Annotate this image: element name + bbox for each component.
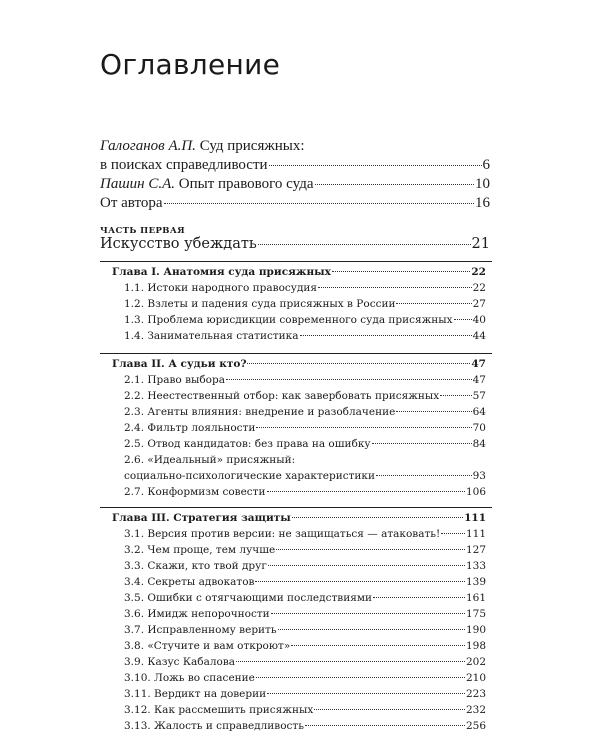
toc-section: 2.7. Конформизм совести 106: [124, 486, 486, 498]
toc-section: 3.7. Исправленному верить 190: [124, 624, 486, 636]
toc-section: 3.11. Вердикт на доверии 223: [124, 688, 486, 700]
toc-section: 3.3. Скажи, кто твой друг 133: [124, 560, 486, 572]
part-label: ЧАСТЬ ПЕРВАЯ: [100, 226, 186, 236]
toc-entry-preface-1-cont: [100, 157, 490, 174]
page-number: 84: [472, 438, 486, 450]
toc-section: 2.4. Фильтр лояльности 70: [124, 422, 486, 434]
page-number: 139: [465, 576, 486, 588]
dot-leader: [315, 183, 475, 185]
page-number: 10: [475, 176, 490, 192]
toc-section: 3.13. Жалость и справедливость 256: [124, 720, 486, 732]
dot-leader: [278, 628, 465, 630]
toc-section: 3.9. Казус Кабалова 202: [124, 656, 486, 668]
entry-title: в поисках справедливости: [100, 157, 268, 173]
page-number: 232: [465, 704, 486, 716]
page-number: 47: [471, 358, 486, 370]
toc-section: 3.12. Как рассмешить присяжных 232: [124, 704, 486, 716]
page-number: 133: [465, 560, 486, 572]
page-number: 22: [471, 266, 486, 278]
chapter-divider: [100, 507, 492, 508]
dot-leader: [267, 692, 465, 694]
page-number: 202: [465, 656, 486, 668]
author-name: Галоганов А.П.: [100, 138, 196, 154]
entry-title: От автора: [100, 195, 163, 211]
page-title: Оглавление: [100, 48, 281, 81]
dot-leader: [305, 724, 465, 726]
page-number: 198: [465, 640, 486, 652]
toc-section: 3.6. Имидж непорочности 175: [124, 608, 486, 620]
dot-leader: [271, 612, 465, 614]
dot-leader: [258, 243, 471, 245]
dot-leader: [276, 548, 465, 550]
dot-leader: [256, 676, 465, 678]
toc-chapter-1: [112, 266, 486, 278]
toc-entry-preface-3: [100, 195, 490, 212]
dot-leader: [332, 270, 470, 272]
dot-leader: [318, 286, 472, 288]
dot-leader: [292, 516, 463, 518]
dot-leader: [268, 564, 465, 566]
chapter-divider: [100, 353, 492, 354]
toc-section: 2.5. Отвод кандидатов: без права на ошибку 84: [124, 438, 486, 450]
dot-leader: [164, 202, 474, 204]
page-number: 210: [465, 672, 486, 684]
toc-chapter-3: [112, 512, 486, 524]
page-number: 6: [482, 157, 490, 173]
dot-leader: [376, 474, 472, 476]
toc-section: 3.4. Секреты адвокатов 139: [124, 576, 486, 588]
toc-entry-preface-1: [100, 138, 490, 155]
toc-section: 2.3. Агенты влияния: внедрение и разоблачение 64: [124, 406, 486, 418]
dot-leader: [314, 708, 465, 710]
toc-section: 3.8. «Стучите и вам откроют» 198: [124, 640, 486, 652]
dot-leader: [441, 532, 465, 534]
dot-leader: [269, 164, 482, 166]
dot-leader: [396, 410, 471, 412]
page-number: 111: [465, 528, 486, 540]
toc-section: 3.5. Ошибки с отягчающими последствиями 161: [124, 592, 486, 604]
page-number: 44: [472, 330, 486, 342]
page-number: 27: [472, 298, 486, 310]
chapter-title: Глава II. А судьи кто?: [112, 358, 247, 370]
entry-title: Суд присяжных:: [195, 138, 305, 154]
chapter-divider: [100, 261, 492, 262]
toc-section: 2.6. «Идеальный» присяжный:: [124, 454, 296, 466]
page-number: 47: [472, 374, 486, 386]
page-number: 21: [471, 236, 490, 252]
toc-section: 1.2. Взлеты и падения суда присяжных в России 27: [124, 298, 486, 310]
page-number: 93: [472, 470, 486, 482]
page-number: 40: [472, 314, 486, 326]
entry-title: Опыт правового суда: [175, 176, 314, 192]
dot-leader: [256, 426, 471, 428]
page-number: 223: [465, 688, 486, 700]
dot-leader: [373, 596, 465, 598]
dot-leader: [454, 318, 472, 320]
dot-leader: [372, 442, 472, 444]
page-number: 111: [464, 512, 486, 524]
dot-leader: [226, 378, 472, 380]
toc-section: 2.2. Неестественный отбор: как завербовать присяжных 57: [124, 390, 486, 402]
toc-section: 1.1. Истоки народного правосудия 22: [124, 282, 486, 294]
page-number: 57: [472, 390, 486, 402]
page-number: 127: [465, 544, 486, 556]
toc-section-continuation: социально-психологические характеристики 93: [124, 470, 486, 482]
part-title: Искусство убеждать: [100, 236, 257, 252]
author-name: Пашин С.А.: [100, 176, 176, 192]
toc-section: 3.2. Чем проще, тем лучше 127: [124, 544, 486, 556]
toc-section: 1.3. Проблема юрисдикции современного суда присяжных 40: [124, 314, 486, 326]
page-number: 70: [472, 422, 486, 434]
dot-leader: [267, 490, 465, 492]
dot-leader: [255, 580, 465, 582]
dot-leader: [291, 644, 465, 646]
toc-section: 1.4. Занимательная статистика 44: [124, 330, 486, 342]
page-number: 161: [465, 592, 486, 604]
page-number: 64: [472, 406, 486, 418]
chapter-title: Глава I. Анатомия суда присяжных: [112, 266, 331, 278]
toc-entry-preface-2: [100, 176, 490, 193]
dot-leader: [236, 660, 465, 662]
toc-section: 3.10. Ложь во спасение 210: [124, 672, 486, 684]
dot-leader: [247, 362, 470, 364]
page-number: 16: [475, 195, 490, 211]
dot-leader: [300, 334, 472, 336]
page-number: 190: [465, 624, 486, 636]
chapter-title: Глава III. Стратегия защиты: [112, 512, 291, 524]
dot-leader: [396, 302, 471, 304]
page-number: 106: [465, 486, 486, 498]
page-number: 22: [472, 282, 486, 294]
toc-chapter-2: [112, 358, 486, 370]
toc-section: 2.1. Право выбора 47: [124, 374, 486, 386]
dot-leader: [440, 394, 471, 396]
page-number: 175: [465, 608, 486, 620]
page-number: 256: [465, 720, 486, 732]
toc-section: 3.1. Версия против версии: не защищаться — атаковать! 111: [124, 528, 486, 540]
toc-entry-part: [100, 236, 490, 252]
